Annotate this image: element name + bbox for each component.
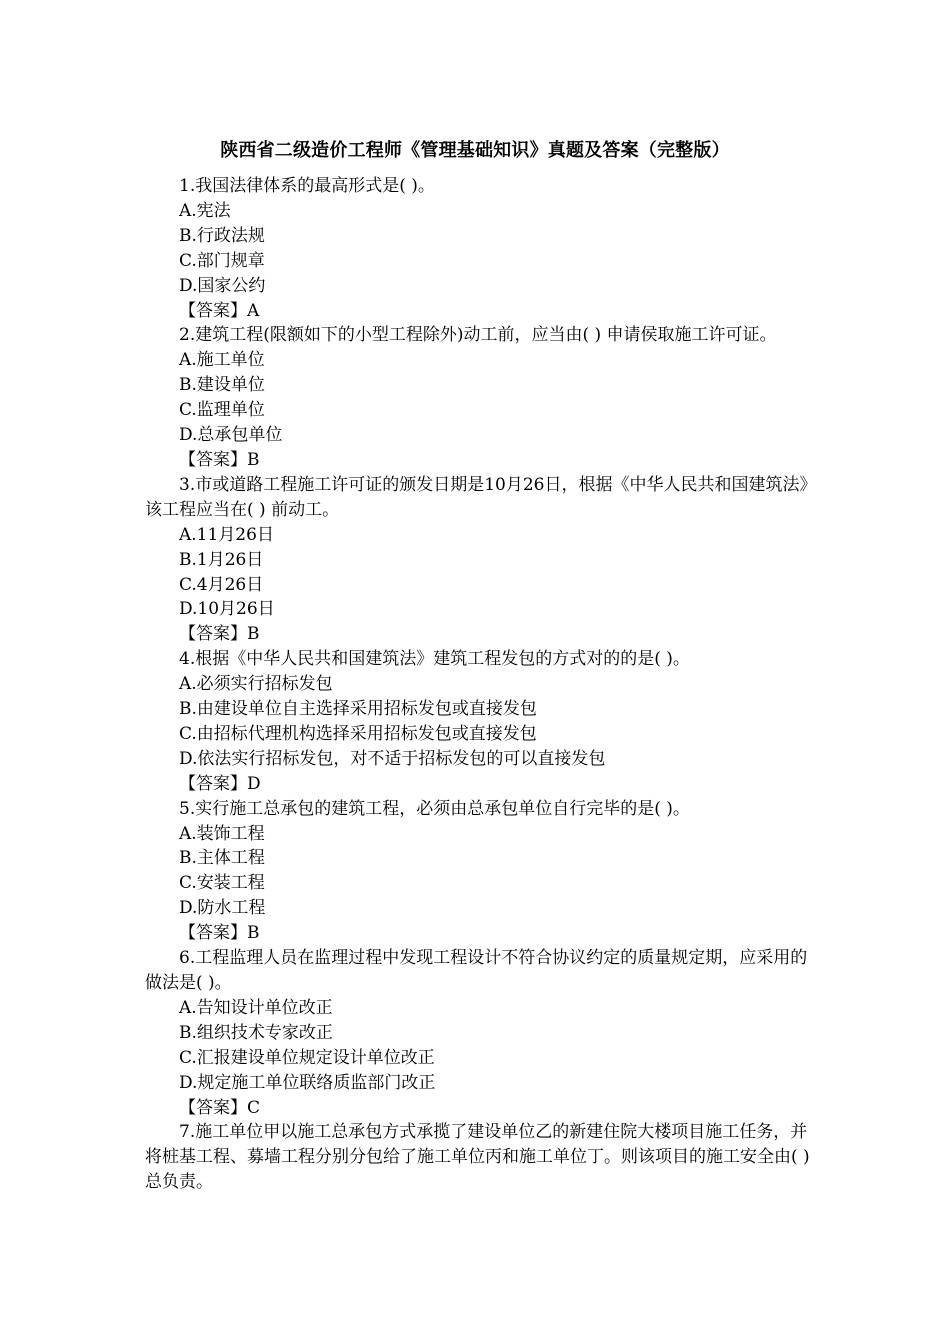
answer-option: A.告知设计单位改正 [179,997,333,1018]
answer-option: C.由招标代理机构选择采用招标发包或直接发包 [179,723,537,744]
answer-option: D.国家公约 [179,275,266,296]
question-stem: 4.根据《中华人民共和国建筑法》建筑工程发包的方式对的的是( )。 [179,649,690,670]
answer-option: C.部门规章 [179,250,265,271]
question-stem: 2.建筑工程(限额如下的小型工程除外)动工前，应当由( ) 申请侯取施工许可证。 [179,325,777,346]
answer-option: A.施工单位 [179,350,265,371]
answer-option: B.组织技术专家改正 [179,1022,333,1043]
answer-key: 【答案】A [179,300,260,321]
answer-option: A.必须实行招标发包 [179,674,333,695]
answer-option: A.11月26日 [179,524,274,545]
answer-option: B.主体工程 [179,848,265,869]
document-title: 陕西省二级造价工程师《管理基础知识》真题及答案（完整版） [220,140,730,161]
answer-key: 【答案】B [179,624,260,645]
answer-option: D.10月26日 [179,599,275,620]
answer-option: D.防水工程 [179,898,266,919]
answer-option: C.汇报建设单位规定设计单位改正 [179,1047,435,1068]
answer-option: C.监理单位 [179,400,265,421]
answer-key: 【答案】B [179,449,260,470]
answer-option: C.4月26日 [179,574,264,595]
answer-option: B.行政法规 [179,225,265,246]
answer-option: C.安装工程 [179,873,265,894]
question-stem: 3.市或道路工程施工许可证的颁发日期是10月26日，根据《中华人民共和国建筑法》该工程应当在( ) 前动工。 [145,474,808,520]
answer-option: B.由建设单位自主选择采用招标发包或直接发包 [179,699,537,720]
answer-option: D.依法实行招标发包，对不适于招标发包的可以直接发包 [179,748,606,769]
answer-key: 【答案】B [179,923,260,944]
answer-option: D.规定施工单位联络质监部门改正 [179,1072,436,1093]
question-stem: 6.工程监理人员在监理过程中发现工程设计不符合协议约定的质量规定期，应采用的做法是( )。 [145,948,808,993]
question-list [145,174,810,1195]
answer-key: 【答案】D [179,773,261,794]
answer-option: B.1月26日 [179,549,264,570]
question-stem: 7.施工单位甲以施工总承包方式承揽了建设单位乙的新建住院大楼项目施工任务，并将桩基工程、募墙工程分别分包给了施工单位丙和施工单位丁。则该项目的施工安全由( )总负责。 [145,1122,810,1193]
answer-option: B.建设单位 [179,375,265,396]
answer-option: A.宪法 [179,200,231,221]
answer-option: D.总承包单位 [179,425,283,446]
answer-key: 【答案】C [179,1097,261,1118]
question-stem: 5.实行施工总承包的建筑工程，必须由总承包单位自行完毕的是( )。 [179,798,690,819]
question-stem: 1.我国法律体系的最高形式是( )。 [179,176,435,196]
answer-option: A.装饰工程 [179,823,265,844]
